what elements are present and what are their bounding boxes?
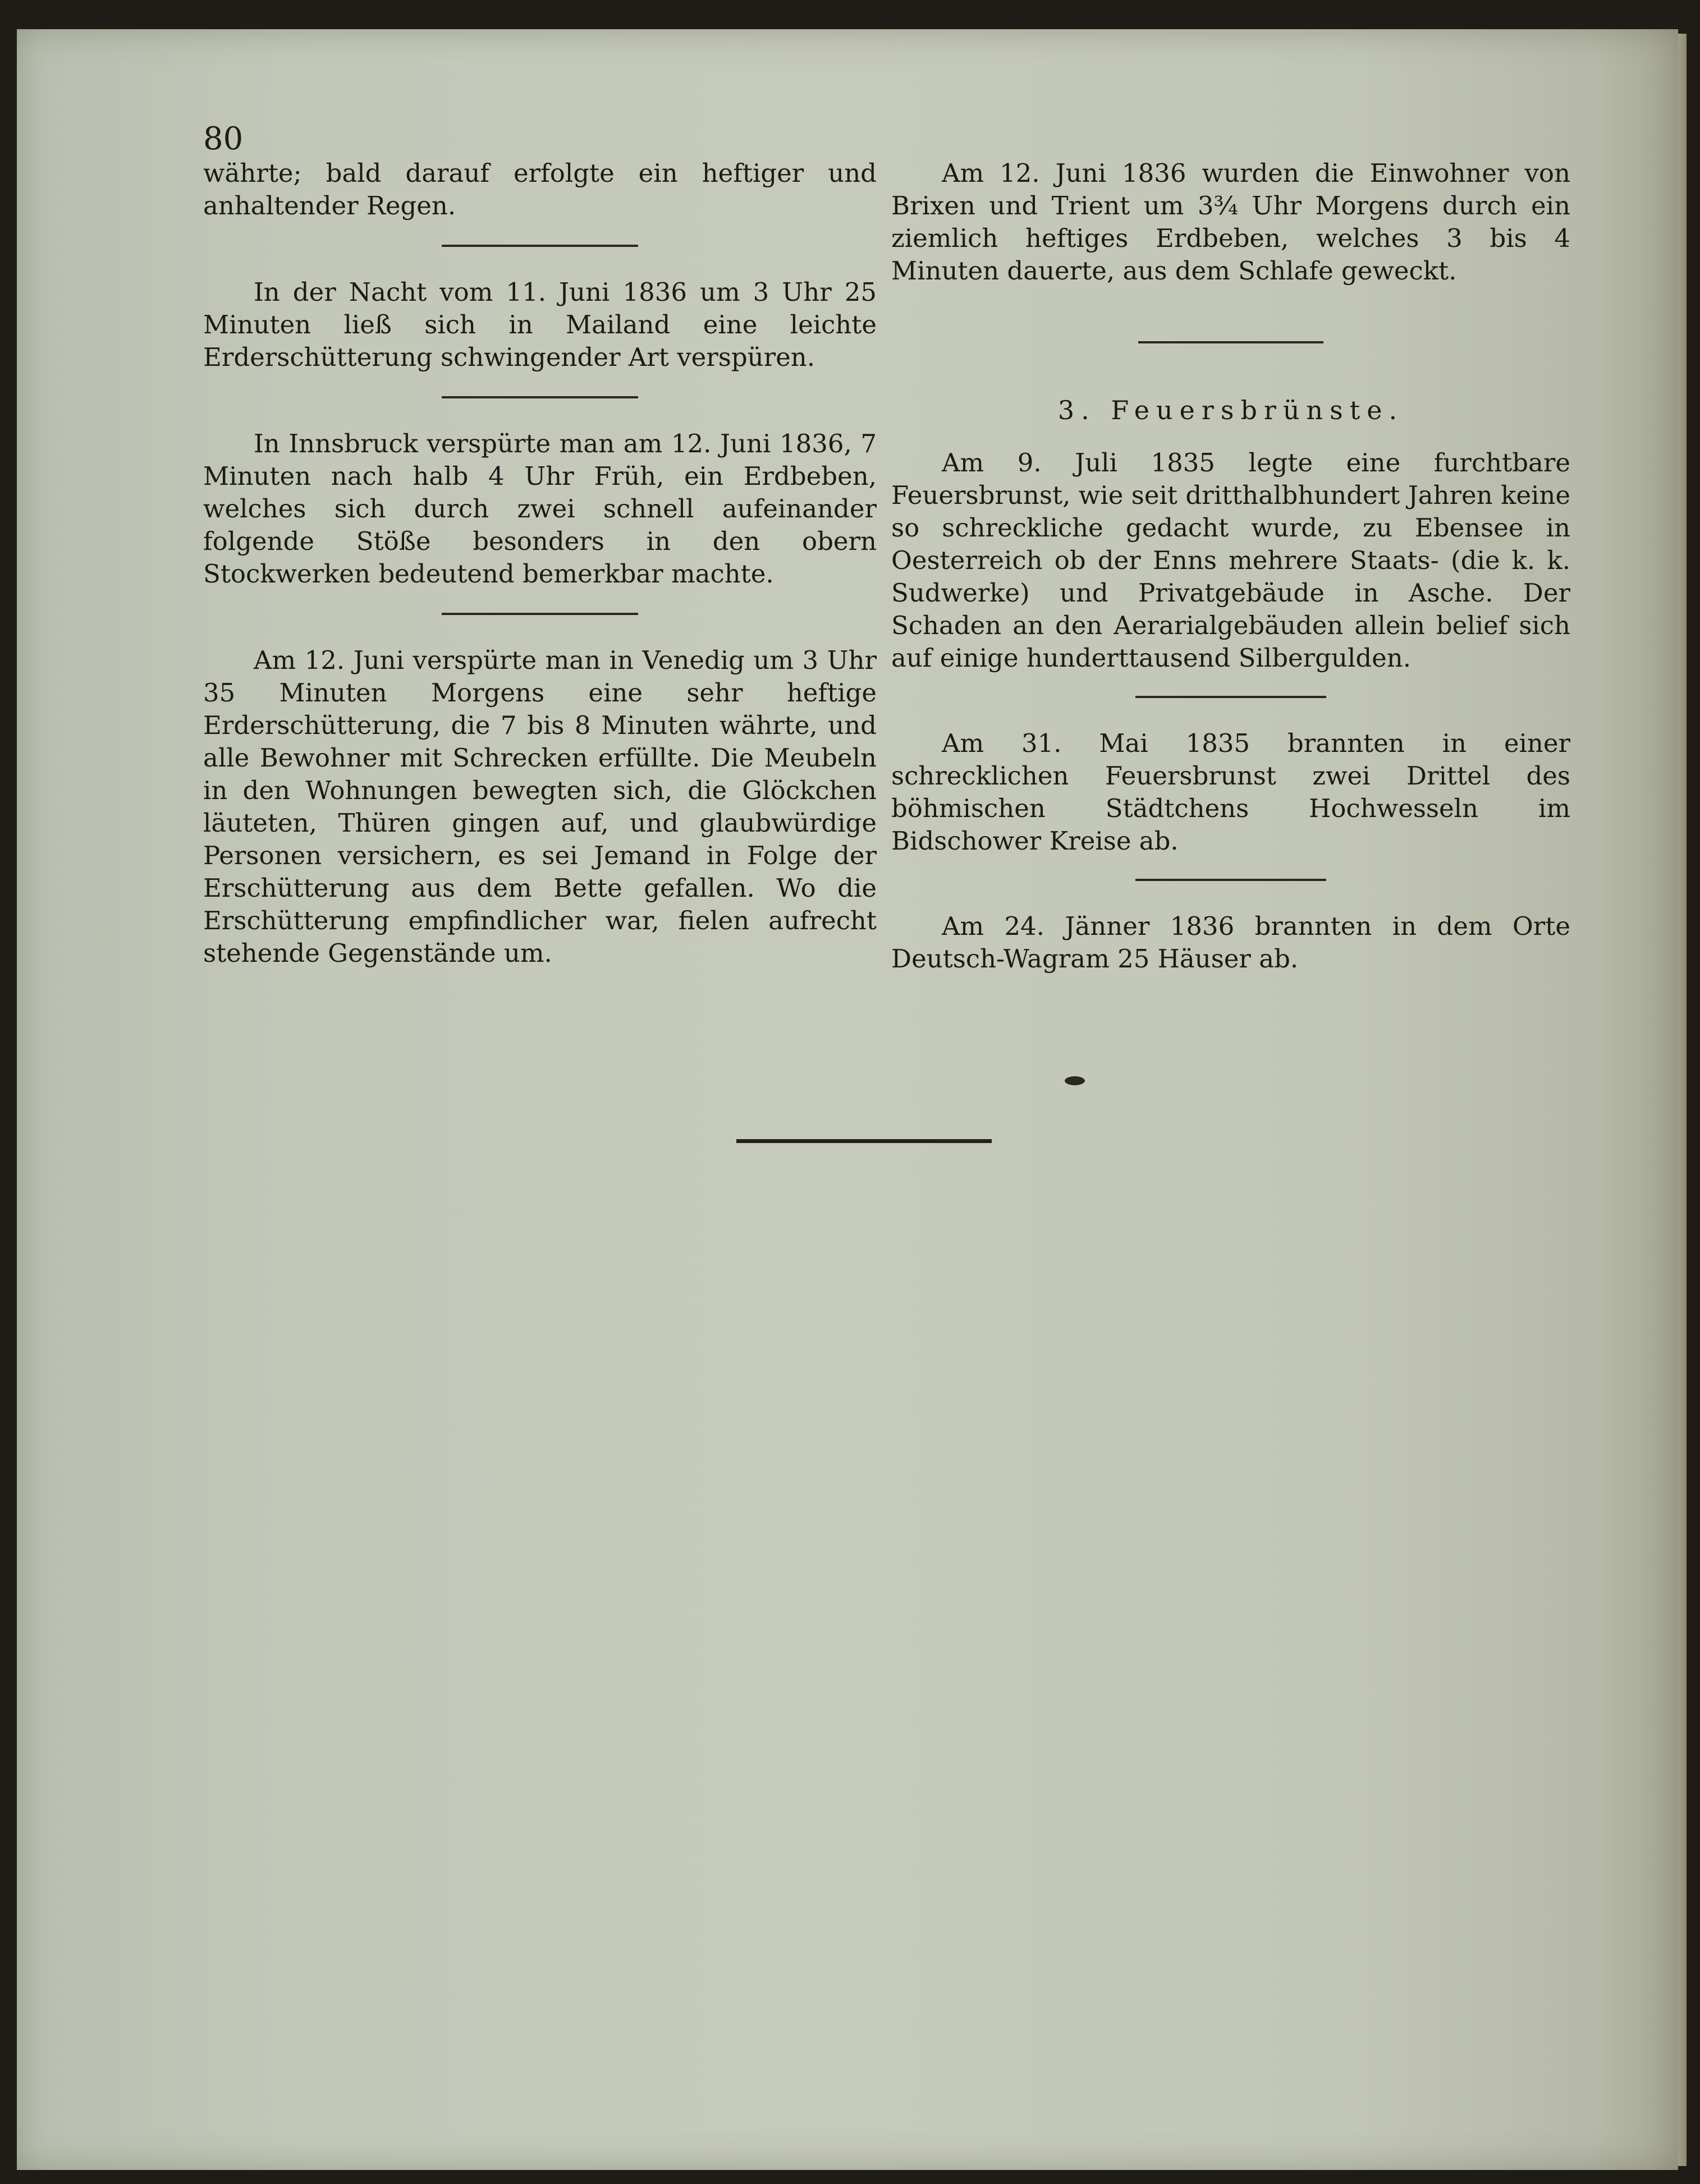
section-heading: 3. Feuersbrünste.: [1057, 395, 1404, 425]
end-rule: [736, 1139, 992, 1143]
left-column: [203, 157, 877, 970]
paragraph-right-3: Am 31. Mai 1835 brannten in einer schrecklichen Feuersbrunst zwei Drittel des böhmischen Städtchens Hochwesseln im Bidschower Kreise ab.: [891, 728, 1570, 856]
right-column: [891, 157, 1570, 975]
paragraph-left-4: Am 12. Juni verspürte man in Venedig um 3 Uhr 35 Minuten Morgens eine sehr heftige Erderschütterung, die 7 bis 8 Minuten währte, und alle Bewohner mit Schrecken erfüllte. Die Meubeln in den Wohnungen bewegten sich, die Glöckchen läuteten, Thüren gingen auf, und glaubwürdige Personen versichern, es sei Jemand in Folge der Erschütterung aus dem Bette gefallen. Wo die Erschütterung empfindlicher war, fielen aufrecht stehende Gegenstände um.: [203, 645, 877, 968]
ink-spot: [1065, 1076, 1085, 1085]
paragraph-left-1: währte; bald darauf erfolgte ein heftiger und anhaltender Regen.: [203, 158, 877, 221]
paragraph-left-2: In der Nacht vom 11. Juni 1836 um 3 Uhr 25 Minuten ließ sich in Mailand eine leichte Erderschütterung schwingender Art verspüren.: [203, 277, 877, 372]
paragraph-right-1: Am 12. Juni 1836 wurden die Einwohner von Brixen und Trient um 3¾ Uhr Morgens durch ein ziemlich heftiges Erdbeben, welches 3 bis 4 Minuten dauerte, aus dem Schlafe geweckt.: [891, 158, 1570, 286]
paragraph-right-4: Am 24. Jänner 1836 brannten in dem Orte Deutsch-Wagram 25 Häuser ab.: [891, 911, 1570, 974]
page-number: 80: [203, 121, 244, 157]
paragraph-left-3: In Innsbruck verspürte man am 12. Juni 1836, 7 Minuten nach halb 4 Uhr Früh, ein Erdbeben, welches sich durch zwei schnell aufeinander folgende Stöße besonders in den obern Stockwerken bedeutend bemerkbar machte.: [203, 429, 877, 589]
paragraph-right-2: Am 9. Juli 1835 legte eine furchtbare Feuersbrunst, wie seit dritthalbhundert Jahren keine so schreckliche gedacht wurde, zu Ebensee in Oesterreich ob der Enns mehrere Staats- (die k. k. Sudwerke) und Privatgebäude in Asche. Der Schaden an den Aerarialgebäuden allein belief sich auf einige hunderttausend Silbergulden.: [891, 448, 1570, 673]
